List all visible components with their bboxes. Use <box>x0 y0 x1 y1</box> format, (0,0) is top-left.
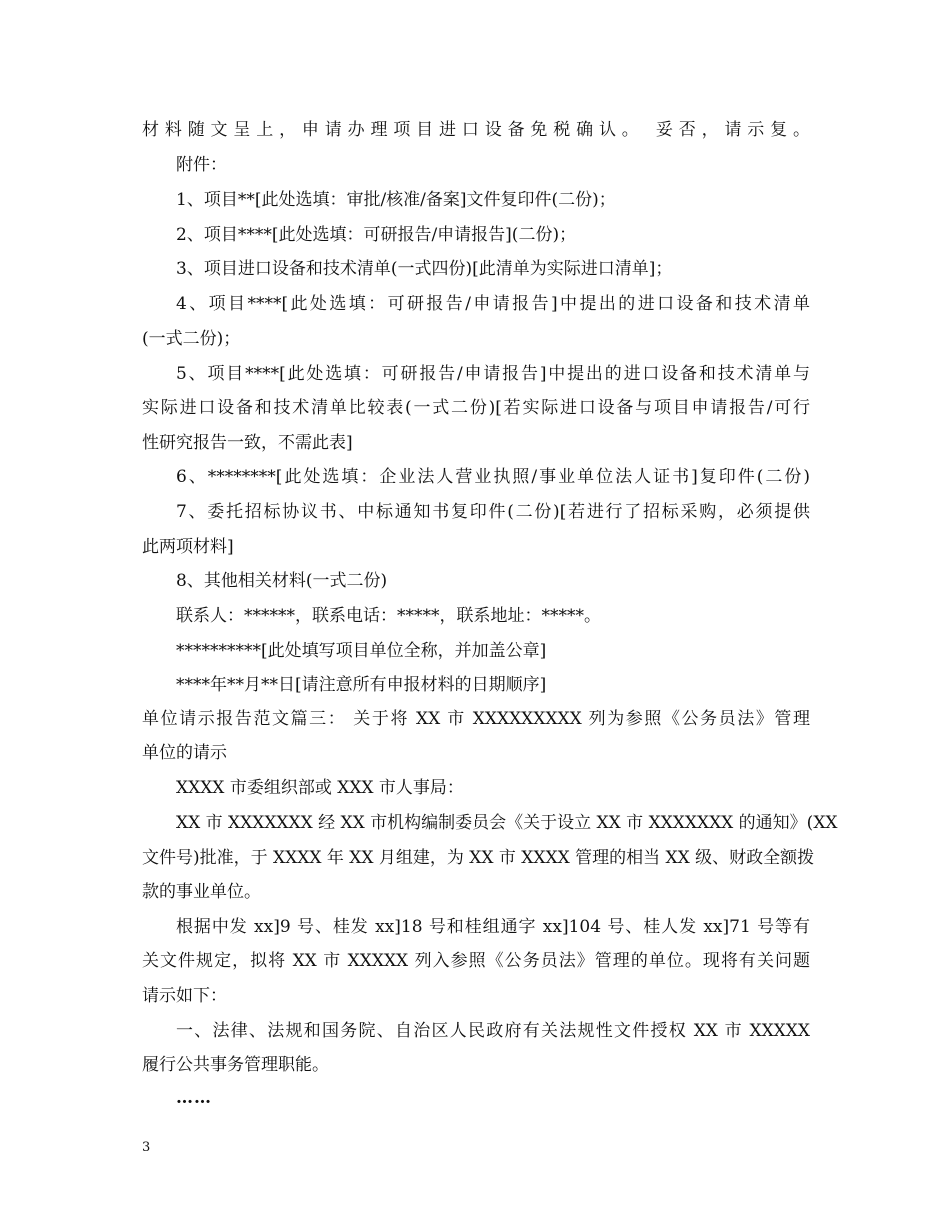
section-heading: 单位请示报告范文篇三： 关于将 XX 市 XXXXXXXXX 列为参照《公务员法》管理 <box>142 709 810 729</box>
section-heading-continued: 单位的请示 <box>142 743 227 763</box>
ellipsis: …… <box>176 1088 212 1108</box>
text-line: 文件号)批准，于 XXXX 年 XX 月组建，为 XX 市 XXXX 管理的相当 XX 级、财政全额拨 <box>142 848 815 868</box>
text-line: 履行公共事务管理职能。 <box>142 1055 329 1075</box>
attachment-item-4: 4、项目****[此处选填：可研报告/申请报告]中提出的进口设备和技术清单 <box>176 294 810 314</box>
signature-line: **********[此处填写项目单位全称，并加盖公章] <box>176 641 547 661</box>
text-line: 实际进口设备和技术清单比较表(一式二份)[若实际进口设备与项目申请报告/可行 <box>142 398 810 418</box>
text-line: XX 市 XXXXXXX 经 XX 市机构编制委员会《关于设立 XX 市 XXXXXXX 的通知》(XX <box>176 813 838 833</box>
attachment-item-2: 2、项目****[此处选填：可研报告/申请报告](二份)； <box>176 225 577 245</box>
text-line: (一式二份)； <box>142 329 241 349</box>
text-line: 性研究报告一致，不需此表] <box>142 433 353 453</box>
attachment-item-1: 1、项目**[此处选填：审批/核准/备案]文件复印件(二份)； <box>176 190 616 210</box>
page-number: 3 <box>142 1140 151 1155</box>
date-line: ****年**月**日[请注意所有申报材料的日期顺序] <box>176 675 547 695</box>
text-line: 此两项材料] <box>142 537 234 557</box>
text-line: 关文件规定，拟将 XX 市 XXXXX 列入参照《公务员法》管理的单位。现将有关问题 <box>142 951 810 971</box>
text-line: 材料随文呈上，申请办理项目进口设备免税确认。 妥否，请示复。 <box>142 120 810 140</box>
attachment-item-6: 6、********[此处选填：企业法人营业执照/事业单位法人证书]复印件(二份) <box>176 467 810 487</box>
text-line: 请示如下： <box>142 986 227 1006</box>
attachments-heading: 附件： <box>176 155 227 175</box>
contact-line: 联系人：******，联系电话：*****，联系地址：*****。 <box>176 606 601 626</box>
text-line: 根据中发 xx]9 号、桂发 xx]18 号和桂组通字 xx]104 号、桂人发 xx]71 号等有 <box>176 917 810 937</box>
attachment-item-8: 8、其他相关材料(一式二份) <box>176 571 388 591</box>
attachment-item-5: 5、项目****[此处选填：可研报告/申请报告]中提出的进口设备和技术清单与 <box>176 364 810 384</box>
attachment-item-7: 7、委托招标协议书、中标通知书复印件(二份)[若进行了招标采购，必须提供 <box>176 502 810 522</box>
text-line: 款的事业单位。 <box>142 882 261 902</box>
text-line: 一、法律、法规和国务院、自治区人民政府有关法规性文件授权 XX 市 XXXXX <box>176 1021 810 1041</box>
attachment-item-3: 3、项目进口设备和技术清单(一式四份)[此清单为实际进口清单]； <box>176 259 673 279</box>
addressee: XXXX 市委组织部或 XXX 市人事局： <box>176 778 464 798</box>
